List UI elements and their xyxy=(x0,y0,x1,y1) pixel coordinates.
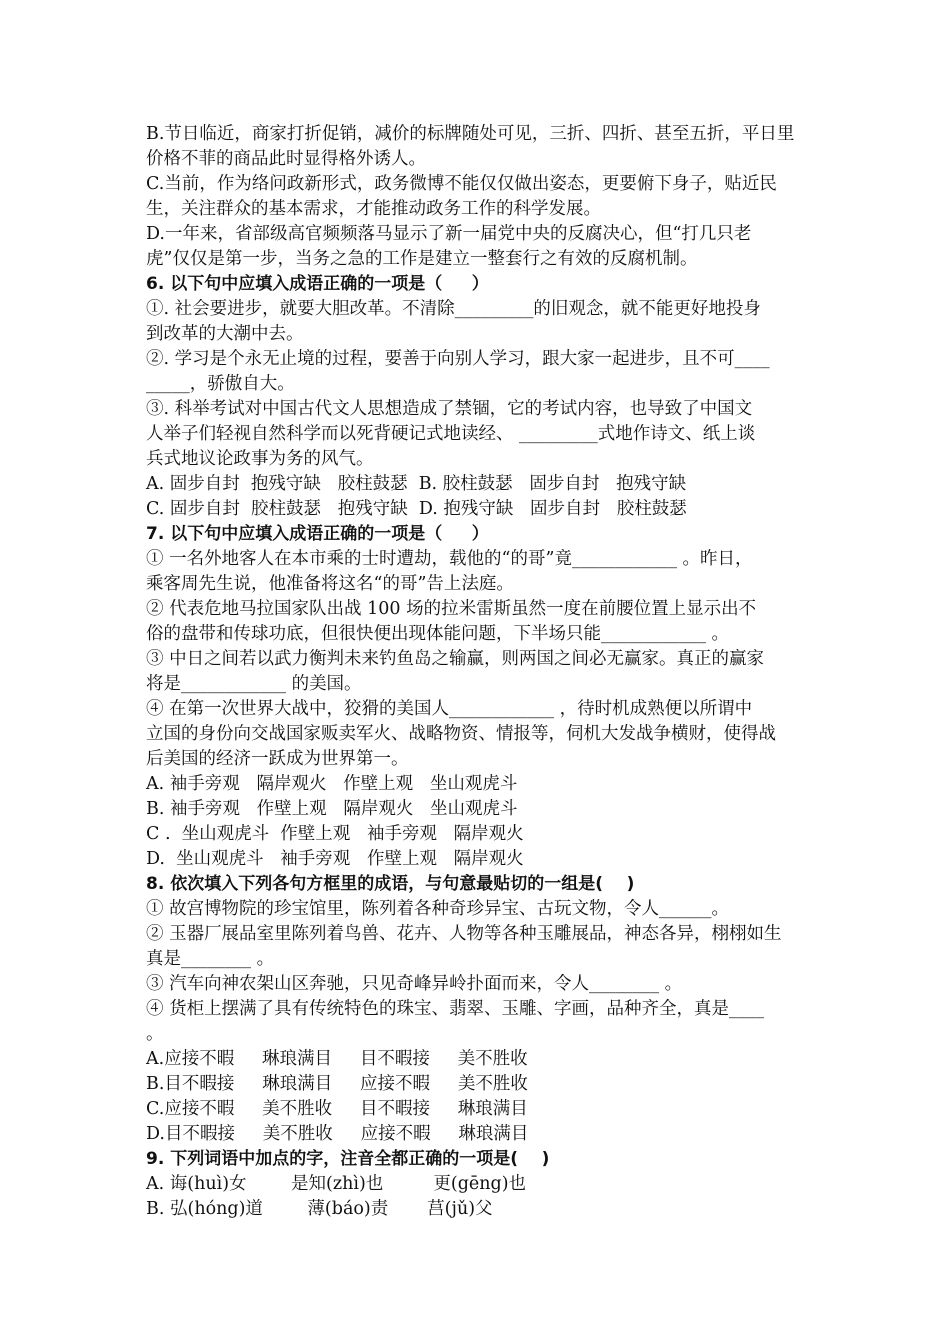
text-line: C.应接不暇 美不胜收 目不暇接 琳琅满目 xyxy=(146,1099,528,1119)
text-line: C . 坐山观虎斗 作壁上观 袖手旁观 隔岸观火 xyxy=(146,824,524,844)
text-line: A. 袖手旁观 隔岸观火 作壁上观 坐山观虎斗 xyxy=(146,774,518,794)
question-heading: 6. 以下句中应填入成语正确的一项是（ ） xyxy=(146,274,489,294)
text-line: A. 诲(huì)女 是知(zhì)也 更(gēng)也 xyxy=(146,1174,527,1194)
text-line: D.目不暇接 美不胜收 应接不暇 琳琅满目 xyxy=(146,1124,529,1144)
text-line: ① 故宫博物院的珍宝馆里，陈列着各种奇珍异宝、古玩文物，令人______。 xyxy=(146,899,730,919)
text-line: C.当前，作为络问政新形式，政务微博不能仅仅做出姿态，更要俯下身子，贴近民 xyxy=(146,174,777,194)
text-line: _____，骄傲自大。 xyxy=(146,374,295,394)
text-line: ① 一名外地客人在本市乘的士时遭劫，载他的“的哥”竟____________ 。昨日， xyxy=(146,549,753,569)
text-line: 乘客周先生说，他准备将这名“的哥”告上法庭。 xyxy=(146,574,514,594)
text-line: B. 弘(hóng)道 薄(báo)责 莒(jǔ)父 xyxy=(146,1199,493,1219)
document-body xyxy=(146,122,806,1222)
text-line: C. 固步自封 胶柱鼓瑟 抱残守缺 D. 抱残守缺 固步自封 胶柱鼓瑟 xyxy=(146,499,687,519)
text-line: A.应接不暇 琳琅满目 目不暇接 美不胜收 xyxy=(146,1049,528,1069)
text-line: 立国的身份向交战国家贩卖军火、战略物资、情报等，伺机大发战争横财，使得战 xyxy=(146,724,776,744)
text-line: ②. 学习是个永无止境的过程，要善于向别人学习，跟大家一起进步，且不可____ xyxy=(146,349,770,369)
text-line: 将是____________ 的美国。 xyxy=(146,674,362,694)
text-line: ③ 汽车向神农架山区奔驰，只见奇峰异岭扑面而来，令人________ 。 xyxy=(146,974,683,994)
text-line: 真是________ 。 xyxy=(146,949,275,969)
text-line: 到改革的大潮中去。 xyxy=(146,324,304,344)
text-line: 价格不菲的商品此时显得格外诱人。 xyxy=(146,149,426,169)
text-line: 兵式地议论政事为务的风气。 xyxy=(146,449,374,469)
text-line: ② 玉器厂展品室里陈列着鸟兽、花卉、人物等各种玉雕展品，神态各异，栩栩如生 xyxy=(146,924,782,944)
text-line: B.节日临近，商家打折促销，减价的标牌随处可见，三折、四折、甚至五折，平日里 xyxy=(146,124,795,144)
text-line: D. 坐山观虎斗 袖手旁观 作壁上观 隔岸观火 xyxy=(146,849,524,869)
text-line: ② 代表危地马拉国家队出战 100 场的拉米雷斯虽然一度在前腰位置上显示出不 xyxy=(146,599,757,619)
text-line: ④ 在第一次世界大战中，狡猾的美国人____________ ，待时机成熟便以所谓中 xyxy=(146,699,753,719)
text-line: D.一年来，省部级高官频频落马显示了新一届党中央的反腐决心，但“打几只老 xyxy=(146,224,752,244)
text-line: 俗的盘带和传球功底，但很快便出现体能问题，下半场只能____________ 。 xyxy=(146,624,730,644)
text-line: B.目不暇接 琳琅满目 应接不暇 美不胜收 xyxy=(146,1074,528,1094)
question-heading: 9. 下列词语中加点的字，注音全都正确的一项是( ) xyxy=(146,1149,550,1169)
question-heading: 7. 以下句中应填入成语正确的一项是（ ） xyxy=(146,524,489,544)
text-line: 生，关注群众的基本需求，才能推动政务工作的科学发展。 xyxy=(146,199,601,219)
text-line: ③. 科举考试对中国古代文人思想造成了禁锢，它的考试内容，也导致了中国文 xyxy=(146,399,753,419)
text-line: ④ 货柜上摆满了具有传统特色的珠宝、翡翠、玉雕、字画，品种齐全，真是____ xyxy=(146,999,765,1019)
text-line: ③ 中日之间若以武力衡判未来钓鱼岛之输赢，则两国之间必无赢家。真正的赢家 xyxy=(146,649,765,669)
question-heading: 8. 依次填入下列各句方框里的成语，与句意最贴切的一组是( ) xyxy=(146,874,635,894)
text-line: 后美国的经济一跃成为世界第一。 xyxy=(146,749,409,769)
text-line: ①. 社会要进步，就要大胆改革。不清除_________的旧观念，就不能更好地投身 xyxy=(146,299,761,319)
text-line: 。 xyxy=(146,1024,164,1044)
text-line: A. 固步自封 抱残守缺 胶柱鼓瑟 B. 胶柱鼓瑟 固步自封 抱残守缺 xyxy=(146,474,687,494)
text-line: 虎”仅仅是第一步，当务之急的工作是建立一整套行之有效的反腐机制。 xyxy=(146,249,698,269)
text-line: 人举子们轻视自然科学而以死背硬记式地读经、 _________式地作诗文、纸上谈 xyxy=(146,424,756,444)
text-line: B. 袖手旁观 作壁上观 隔岸观火 坐山观虎斗 xyxy=(146,799,518,819)
